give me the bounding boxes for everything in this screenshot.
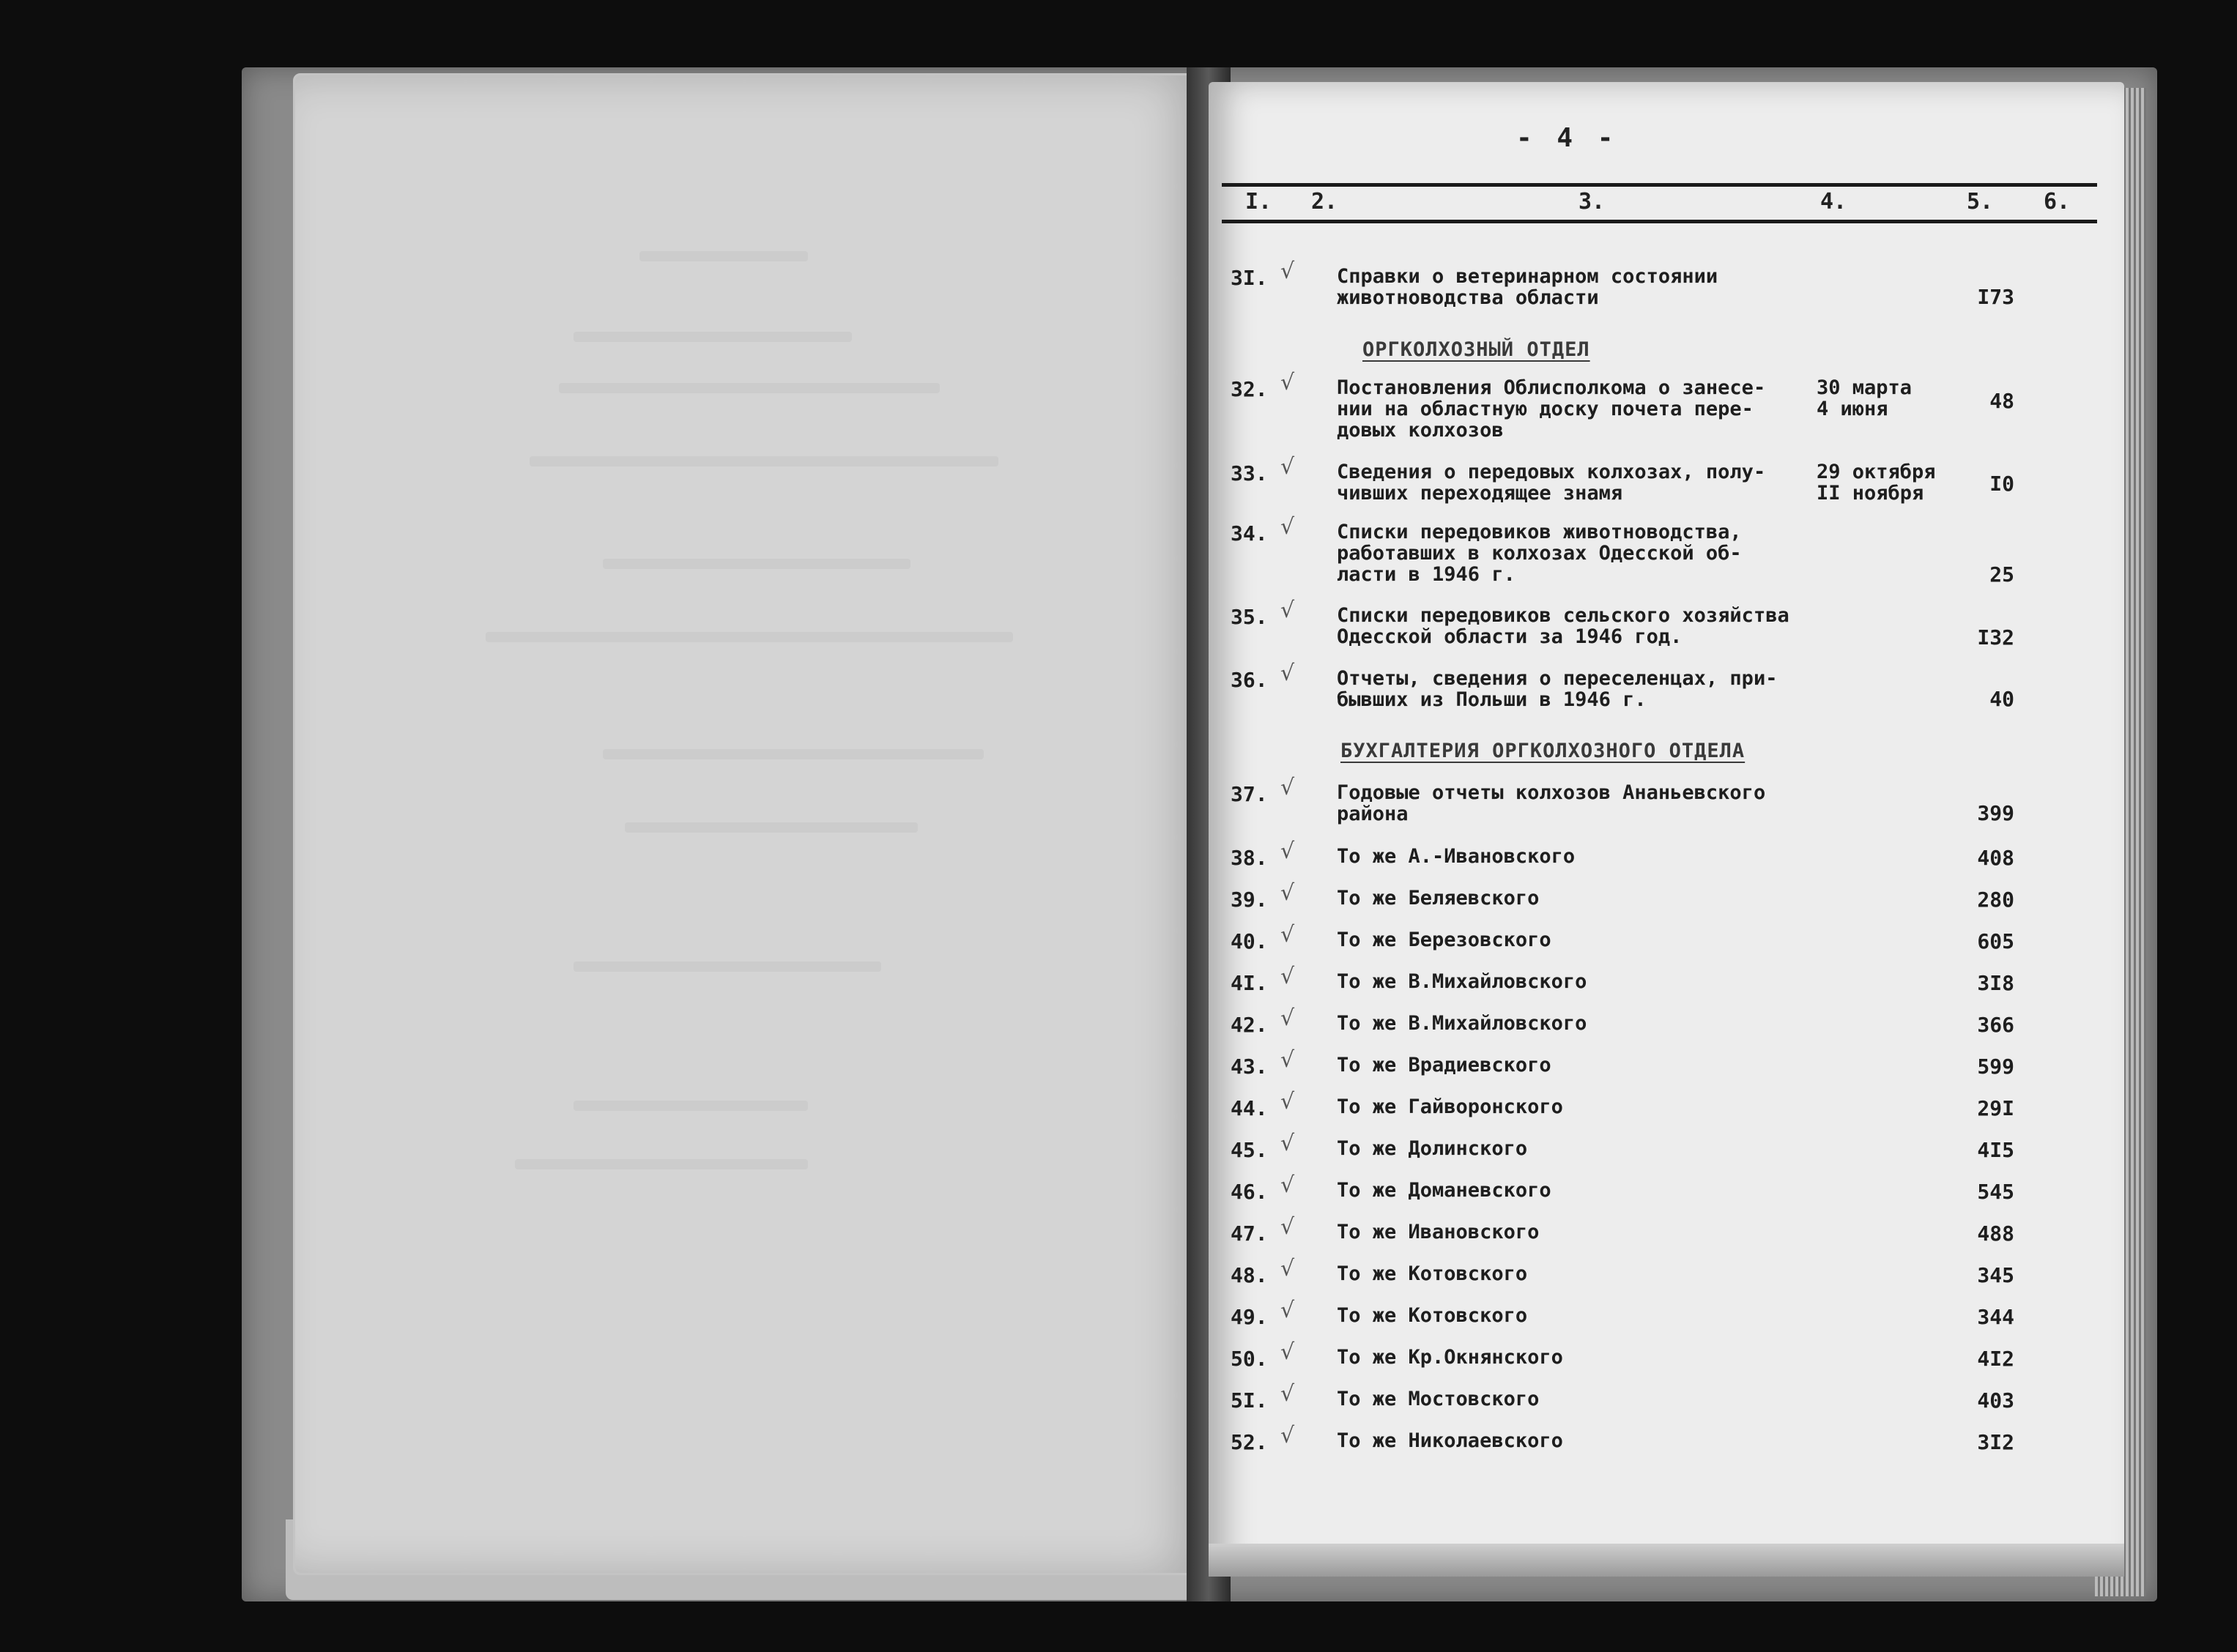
checkmark-icon: √ [1280, 258, 1295, 284]
checkmark-icon: √ [1280, 1089, 1295, 1115]
item-sheets: 366 [1977, 1013, 2014, 1037]
checkmark-icon: √ [1280, 1131, 1295, 1156]
item-number: 47. [1231, 1221, 1268, 1246]
section-heading: ОРГКОЛХОЗНЫЙ ОТДЕЛ [1362, 338, 1590, 361]
list-item [1231, 838, 2080, 870]
list-item [1231, 1256, 2080, 1287]
list-item [1231, 1172, 2080, 1204]
item-number: 5I. [1231, 1388, 1268, 1413]
item-title: Сведения о передовых колхозах, полу- чивших переходящее знамя [1337, 461, 1766, 505]
item-number: 48. [1231, 1263, 1268, 1287]
item-number: 49. [1231, 1305, 1268, 1329]
item-title: То же Доманевского [1337, 1179, 1551, 1202]
list-item [1231, 370, 2080, 443]
list-item [1231, 1423, 2080, 1454]
item-number: 44. [1231, 1096, 1268, 1120]
checkmark-icon: √ [1280, 514, 1295, 540]
item-sheets: 545 [1977, 1180, 2014, 1204]
item-title: То же Котовского [1337, 1304, 1528, 1327]
page-bottom-edge [1209, 1544, 2124, 1577]
checkmark-icon: √ [1280, 880, 1295, 906]
item-title: То же А.-Ивановского [1337, 845, 1576, 868]
list-item [1231, 1131, 2080, 1162]
item-date: 29 октября II ноября [1817, 461, 1936, 505]
checkmark-icon: √ [1280, 1339, 1295, 1365]
list-item [1231, 1381, 2080, 1413]
list-item [1231, 880, 2080, 912]
item-number: 36. [1231, 668, 1268, 692]
column-number-6: 6. [2044, 189, 2071, 215]
checkmark-icon: √ [1280, 598, 1295, 623]
left-page-blank [293, 73, 1202, 1575]
list-item [1231, 775, 2080, 826]
list-item [1231, 964, 2080, 995]
item-sheets: 40 [1989, 687, 2014, 711]
list-item [1231, 1339, 2080, 1371]
list-item [1231, 661, 2080, 712]
item-title: Отчеты, сведения о переселенцах, при- бывших из Польши в 1946 г. [1337, 667, 1778, 711]
item-title: Списки передовиков животноводства, работавших в колхозах Одесской об- ласти в 1946 г. [1337, 521, 1742, 586]
checkmark-icon: √ [1280, 454, 1295, 480]
item-number: 4I. [1231, 971, 1268, 995]
header-rule-bottom [1222, 220, 2097, 223]
item-number: 43. [1231, 1054, 1268, 1079]
item-number: 39. [1231, 888, 1268, 912]
item-sheets: 403 [1977, 1388, 2014, 1413]
list-item [1231, 1298, 2080, 1329]
item-title: То же Беляевского [1337, 887, 1540, 909]
item-sheets: 280 [1977, 888, 2014, 912]
item-number: 32. [1231, 377, 1268, 401]
item-number: 50. [1231, 1347, 1268, 1371]
checkmark-icon: √ [1280, 1298, 1295, 1323]
checkmark-icon: √ [1280, 964, 1295, 989]
item-number: 3I. [1231, 266, 1268, 290]
item-sheets: 4I5 [1977, 1138, 2014, 1162]
item-sheets: 399 [1977, 801, 2014, 825]
item-sheets: I73 [1977, 285, 2014, 309]
list-item [1231, 922, 2080, 953]
checkmark-icon: √ [1280, 661, 1295, 686]
item-sheets: 605 [1977, 929, 2014, 953]
column-number-1: I. [1245, 189, 1272, 215]
section-heading: БУХГАЛТЕРИЯ ОРГКОЛХОЗНОГО ОТДЕЛА [1340, 740, 1746, 762]
checkmark-icon: √ [1280, 1047, 1295, 1073]
item-sheets: 599 [1977, 1054, 2014, 1079]
header-rule-top [1222, 183, 2097, 187]
column-number-2: 2. [1311, 189, 1338, 215]
item-sheets: I0 [1989, 472, 2014, 496]
item-number: 38. [1231, 846, 1268, 870]
item-title: То же Николаевского [1337, 1429, 1563, 1452]
item-sheets: 4I2 [1977, 1347, 2014, 1371]
item-sheets: 3I8 [1977, 971, 2014, 995]
item-title: То же Долинского [1337, 1137, 1528, 1160]
list-item [1231, 454, 2080, 505]
item-number: 40. [1231, 929, 1268, 953]
item-sheets: 48 [1989, 389, 2014, 413]
item-sheets: I32 [1977, 625, 2014, 650]
item-title: То же В.Михайловского [1337, 1012, 1587, 1035]
item-sheets: 488 [1977, 1221, 2014, 1246]
checkmark-icon: √ [1280, 1214, 1295, 1240]
item-sheets: 3I2 [1977, 1430, 2014, 1454]
column-number-3: 3. [1578, 189, 1606, 215]
column-number-4: 4. [1820, 189, 1847, 215]
item-title: Справки о ветеринарном состоянии животноводства области [1337, 265, 1718, 309]
item-number: 42. [1231, 1013, 1268, 1037]
item-date: 30 марта 4 июня [1817, 376, 1913, 420]
item-sheets: 344 [1977, 1305, 2014, 1329]
checkmark-icon: √ [1280, 838, 1295, 864]
item-title: То же Березовского [1337, 929, 1551, 951]
item-title: Постановления Облисполкома о занесе- нии на областную доску почета пере- довых колхозов [1337, 376, 1766, 442]
item-sheets: 29I [1977, 1096, 2014, 1120]
item-sheets: 345 [1977, 1263, 2014, 1287]
checkmark-icon: √ [1280, 1256, 1295, 1281]
item-sheets: 25 [1989, 562, 2014, 587]
item-title: То же Гайворонского [1337, 1095, 1563, 1118]
checkmark-icon: √ [1280, 775, 1295, 800]
item-title: То же В.Михайловского [1337, 970, 1587, 993]
list-item [1231, 1047, 2080, 1079]
item-number: 52. [1231, 1430, 1268, 1454]
list-item [1231, 514, 2080, 587]
item-number: 33. [1231, 461, 1268, 485]
checkmark-icon: √ [1280, 1381, 1295, 1407]
item-title: То же Котовского [1337, 1262, 1528, 1285]
list-item [1231, 1089, 2080, 1120]
item-title: Списки передовиков сельского хозяйства Одесской области за 1946 год. [1337, 604, 1789, 648]
checkmark-icon: √ [1280, 370, 1295, 395]
list-item [1231, 258, 2080, 310]
checkmark-icon: √ [1280, 1423, 1295, 1448]
item-sheets: 408 [1977, 846, 2014, 870]
item-title: То же Кр.Окнянского [1337, 1346, 1563, 1369]
list-item [1231, 598, 2080, 650]
item-number: 45. [1231, 1138, 1268, 1162]
list-item [1231, 1214, 2080, 1246]
column-number-5: 5. [1967, 189, 1994, 215]
item-number: 35. [1231, 605, 1268, 629]
checkmark-icon: √ [1280, 922, 1295, 948]
page-number: - 4 - [1516, 123, 1618, 153]
item-title: То же Врадиевского [1337, 1054, 1551, 1076]
item-number: 34. [1231, 521, 1268, 546]
item-title: То же Мостовского [1337, 1388, 1540, 1410]
item-number: 46. [1231, 1180, 1268, 1204]
item-number: 37. [1231, 782, 1268, 806]
list-item [1231, 1005, 2080, 1037]
item-title: То же Ивановского [1337, 1221, 1540, 1243]
checkmark-icon: √ [1280, 1005, 1295, 1031]
checkmark-icon: √ [1280, 1172, 1295, 1198]
item-title: Годовые отчеты колхозов Ананьевского района [1337, 781, 1766, 825]
